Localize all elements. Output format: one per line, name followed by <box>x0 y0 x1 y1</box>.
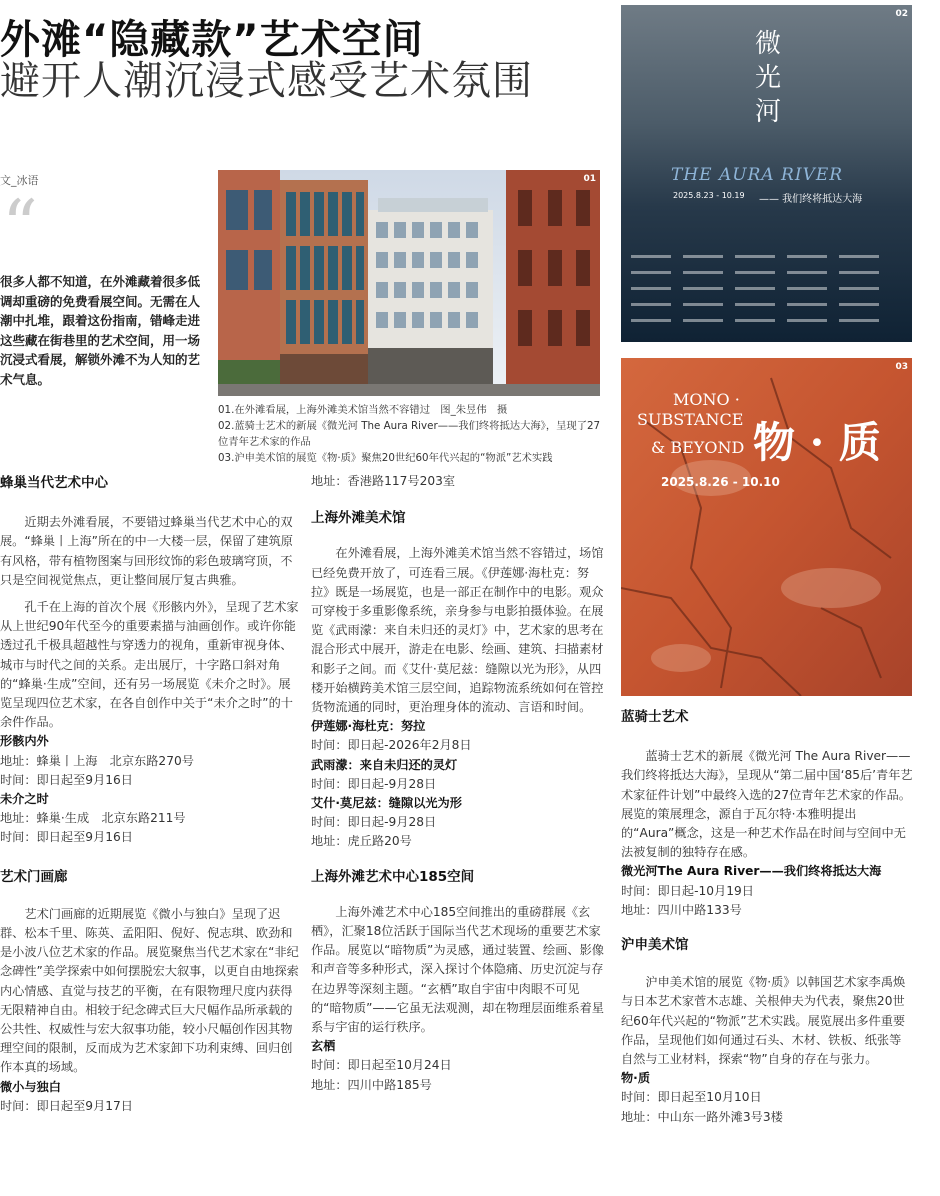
exhibition-name: 伊莲娜·海杜克：努拉 <box>311 719 426 734</box>
paragraph: 近期去外滩看展，不要错过蜂巢当代艺术中心的双展。“蜂巢丨上海”所在的中一大楼一层，保留了建筑原有风格，带有植物图案与回形纹饰的彩色玻璃穹顶，不只是空间视觉焦点，更让整间展厅复古典雅。 <box>0 515 293 587</box>
exhibition-time: 时间：即日起至9月17日 <box>0 1098 133 1113</box>
photo-museum-buildings <box>218 170 600 396</box>
poster-en-line2: SUBSTANCE <box>637 410 744 429</box>
poster-dates: 2025.8.26 - 10.10 <box>661 475 780 489</box>
exhibition-name: 形骸内外 <box>0 734 49 749</box>
section-title-rockbund: 上海外滩美术馆 <box>311 510 406 527</box>
poster-subtitle: —— 我们终将抵达大海 <box>759 194 863 205</box>
poster-badge: 02 <box>895 9 908 19</box>
poster-aura-river <box>621 5 912 342</box>
photo-captions <box>218 402 608 466</box>
section-title-art-gate: 艺术门画廊 <box>0 868 68 885</box>
section-title-hushen: 沪申美术馆 <box>621 937 689 954</box>
exhibition-address: 地址：蜂巢·生成 北京东路211号 <box>0 811 186 826</box>
section-title-bund185: 上海外滩艺术中心185空间 <box>311 868 475 885</box>
exhibition-name: 玄栖 <box>311 1039 336 1054</box>
exhibition-name: 物·质 <box>621 1071 651 1086</box>
building-illustration <box>218 170 600 396</box>
exhibition-address: 地址：香港路117号203室 <box>311 474 456 488</box>
paragraph: 蓝骑士艺术的新展《微光河 The Aura River——我们终将抵达大海》，呈现从“第二届中国‘85后’青年艺术家征件计划”中最终入选的27位青年艺术家的作品。展览的策展理念，源自于瓦尔特·本雅明提出的“Aura”概念，这是一种艺术作品在时间与空间中无法被复制的独特存在感。 <box>621 749 913 860</box>
poster-mono-substance <box>621 358 912 696</box>
section-title-fengchao: 蜂巢当代艺术中心 <box>0 475 108 491</box>
poster-badge: 03 <box>895 362 908 372</box>
poster-mono-substance-background <box>621 358 912 696</box>
exhibition-time: 时间：即日起至9月16日 <box>0 772 133 787</box>
quote-mark-icon: “ <box>2 185 38 267</box>
poster-en-line3: & BEYOND <box>651 438 745 457</box>
column-2 <box>311 472 607 1095</box>
paragraph: 上海外滩艺术中心185空间推出的重磅群展《玄栖》，汇聚18位活跃于国际当代艺术现场的重要艺术家作品。展览以“暗物质”为灵感，通过装置、绘画、影像和声音等多种形式，深入探讨个体隐痛、历史沉淀与存在边界等深刻主题。“玄栖”取自宇宙中肉眼不可见的“暗物质”——它虽无法观测，却在物理层面维系着星系与宇宙的运行秩序。 <box>311 904 604 1035</box>
headline-line1: 外滩“隐藏款”艺术空间 <box>0 17 424 63</box>
exhibition-time: 时间：即日起-10月19日 <box>621 883 754 898</box>
exhibition-name: 微光河The Aura River——我们终将抵达大海 <box>621 864 882 879</box>
paragraph: 孔千在上海的首次个展《形骸内外》，呈现了艺术家从上世纪90年代至今的重要素描与油画创作。或许你能透过孔千极具超越性与穿透力的视角，重新审视身体、城市与时代之间的关系。走出展厅，十字路口斜对角的“蜂巢·生成”空间，还有另一场展览《未介之时》。展览呈现四位艺术家，在各自创作中关于“未介之时”的十余件作品。 <box>0 600 299 730</box>
exhibition-time: 时间：即日起至10月24日 <box>311 1058 452 1073</box>
exhibition-address: 地址：蜂巢丨上海 北京东路270号 <box>0 753 194 768</box>
paragraph: 沪申美术馆的展览《物·质》以韩国艺术家李禹焕与日本艺术家菅木志雄、关根伸夫为代表，聚焦20世纪60年代兴起的“物派”艺术实践。展览展出多件重要作品，呈现他们如何通过石头、木材、铁板、纸张等自然与工业材料，探索“物”自身的存在与张力。 <box>621 975 906 1067</box>
caption-02: 02.蓝骑士艺术的新展《微光河 The Aura River——我们终将抵达大海》，呈现了27位青年艺术家的作品 <box>218 420 601 448</box>
exhibition-address: 地址：中山东一路外滩3号3楼 <box>621 1109 783 1124</box>
poster-title-en: THE AURA RIVER <box>671 165 844 185</box>
exhibition-address: 地址：四川中路185号 <box>311 1077 432 1092</box>
poster-title-cn: 微光河 <box>755 29 782 127</box>
exhibition-time: 时间：即日起-9月28日 <box>311 815 437 830</box>
headline-line2: 避开人潮沉浸式感受艺术氛围 <box>0 58 533 104</box>
column-1 <box>0 474 300 1116</box>
column-3 <box>621 708 913 1127</box>
exhibition-name: 微小与独白 <box>0 1079 61 1094</box>
byline: 文_冰语 <box>0 174 39 187</box>
caption-03: 03.沪申美术馆的展览《物·质》聚焦20世纪60年代兴起的“物派”艺术实践 <box>218 452 553 464</box>
photo-badge: 01 <box>583 174 596 184</box>
poster-en-line1: MONO · <box>673 390 740 409</box>
poster-dates: 2025.8.23 - 10.19 <box>673 191 745 200</box>
paragraph: 在外滩看展，上海外滩美术馆当然不容错过，场馆已经免费开放了，可连看三展。《伊莲娜·海杜克：努拉》既是一场展览，也是一部正在制作中的电影。观众可穿梭于多重影像系统，亲身参与电影拍摄体验。在展览《武雨濛：来自未归还的灵灯》中，艺术家的思考在混合形式中展开，游走在电影、绘画、建筑、扫描素材和影子之间。而《艾什·莫尼兹：缝隙以光为形》，从四楼开始横跨美术馆三层空间，追踪物流系统如何在管控货物流通的同时，更治理身体的流动、言语和时间。 <box>311 546 604 715</box>
lead-paragraph: 很多人都不知道，在外滩藏着很多低调却重磅的免费看展空间。无需在人潮中扎堆，跟着这份指南，错峰走进这些藏在街巷里的艺术空间，用一场沉浸式看展，解锁外滩不为人知的艺术气息。 <box>0 274 201 387</box>
poster-cn-title: 物 · 质 <box>753 418 881 467</box>
exhibition-time: 时间：即日起至9月16日 <box>0 830 133 845</box>
section-title-blue-rider: 蓝骑士艺术 <box>621 709 689 725</box>
exhibition-address: 地址：四川中路133号 <box>621 902 742 917</box>
exhibition-time: 时间：即日起-9月28日 <box>311 776 437 791</box>
exhibition-address: 地址：虎丘路20号 <box>311 834 412 849</box>
exhibition-name: 艾什·莫尼兹：缝隙以光为形 <box>311 796 462 811</box>
paragraph: 艺术门画廊的近期展览《微小与独白》呈现了迟群、松本千里、陈英、孟阳阳、倪好、倪志琪、欧劲和是小波八位艺术家的作品。展览聚焦当代艺术家在“非纪念碑性”美学探索中如何摆脱宏大叙事，以更自由地探索内心情感、直觉与技艺的平衡，在有限物理尺度内获得无限精神自由。相较于纪念碑式巨大尺幅作品所承载的公共性、权威性与宏大叙事功能，较小尺幅创作因其物理空间的限制，反而成为艺术家卸下功利束缚、回归创作本真的场域。 <box>0 906 299 1075</box>
exhibition-time: 时间：即日起-2026年2月8日 <box>311 738 472 753</box>
exhibition-name: 未介之时 <box>0 792 49 807</box>
exhibition-time: 时间：即日起至10月10日 <box>621 1090 762 1105</box>
exhibition-name: 武雨濛：来自未归还的灵灯 <box>311 757 458 772</box>
caption-01: 01.在外滩看展，上海外滩美术馆当然不容错过 图_朱昱伟 摄 <box>218 404 508 416</box>
